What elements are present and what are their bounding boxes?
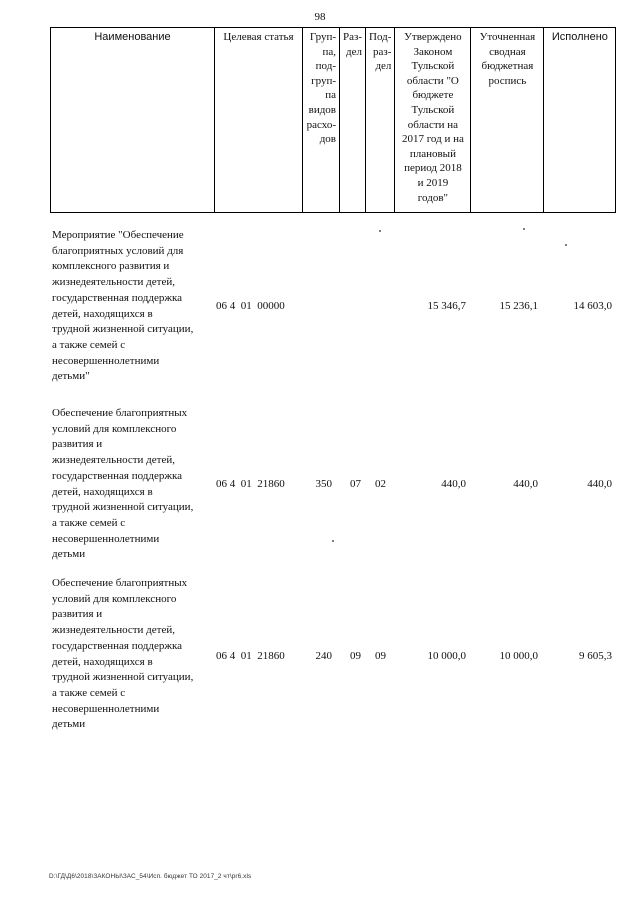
scan-speck	[332, 540, 334, 542]
row-group: 350	[315, 478, 332, 490]
row-subsection: 09	[375, 650, 386, 662]
table-header	[50, 27, 616, 213]
row-approved: 10 000,0	[427, 650, 466, 662]
row-subsection: 02	[375, 478, 386, 490]
scan-speck	[565, 244, 567, 246]
header-executed: Исполнено	[544, 28, 616, 213]
row-code: 06 4 01 00000	[216, 300, 285, 312]
row-refined: 10 000,0	[499, 650, 538, 662]
scan-speck	[523, 228, 525, 230]
row-approved: 15 346,7	[427, 300, 466, 312]
row-executed: 14 603,0	[573, 300, 612, 312]
row-code: 06 4 01 21860	[216, 650, 285, 662]
row-approved: 440,0	[441, 478, 466, 490]
page-number: 98	[314, 11, 326, 23]
header-target-article: Целевая статья	[215, 28, 303, 213]
scan-speck	[379, 230, 381, 232]
header-section: Раз- дел	[340, 28, 366, 213]
row-refined: 15 236,1	[499, 300, 538, 312]
row-code: 06 4 01 21860	[216, 478, 285, 490]
row-executed: 440,0	[587, 478, 612, 490]
header-approved: Утверждено Законом Тульской области "О бюджете Тульской области на 2017 год и на плановый период 2018 и 2019 годов"	[395, 28, 471, 213]
row-executed: 9 605,3	[579, 650, 612, 662]
row-group: 240	[315, 650, 332, 662]
header-group: Груп- па, под- груп- па видов расхо- дов	[303, 28, 340, 213]
row-name: Обеспечение благоприятных условий для комплексного развития и жизнедеятельности детей, государственная поддержка детей, находящихся в трудной жизненной ситуации, а также семей с несовершеннолетними детьми	[52, 577, 194, 731]
header-name: Наименование	[51, 28, 215, 213]
row-section: 07	[350, 478, 361, 490]
file-path-footer: D:\ГД\Д6\2018\ЗАКОНЫ\ЗАС_54\Исп. бюджет ТО 2017_2 чт\pr6.xls	[49, 873, 252, 880]
row-name: Мероприятие "Обеспечение благоприятных условий для комплексного развития и жизнедеятельности детей, государственная поддержка детей, находящихся в трудной жизненной ситуации, а также семей с несовершеннолетними детьми"	[52, 229, 194, 383]
row-section: 09	[350, 650, 361, 662]
row-name: Обеспечение благоприятных условий для комплексного развития и жизнедеятельности детей, государственная поддержка детей, находящихся в трудной жизненной ситуации, а также семей с несовершеннолетними детьми	[52, 407, 194, 561]
header-refined: Уточненная сводная бюджетная роспись	[471, 28, 544, 213]
row-refined: 440,0	[513, 478, 538, 490]
header-subsection: Под- раз- дел	[366, 28, 395, 213]
